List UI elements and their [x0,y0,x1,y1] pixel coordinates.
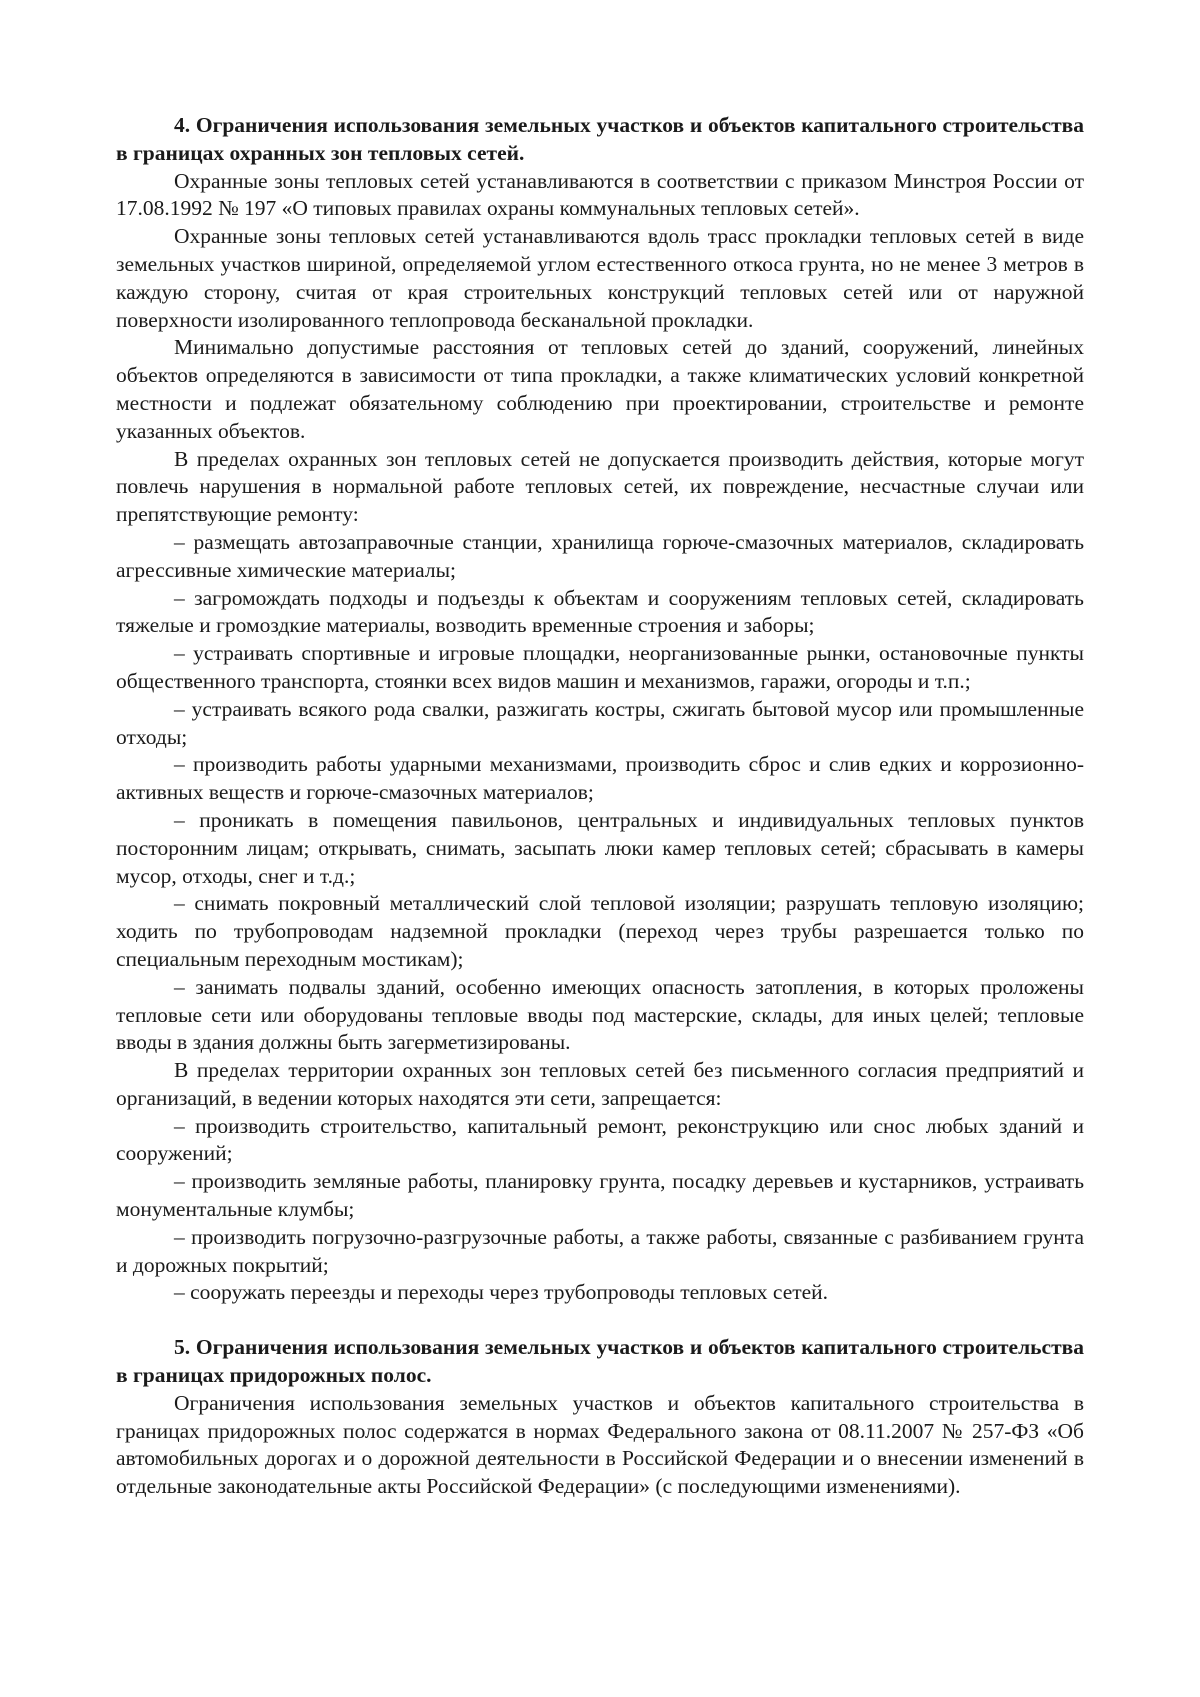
list-item: – производить погрузочно-разгрузочные работы, а также работы, связанные с разбиванием грунта и дорожных покрытий; [116,1224,1084,1277]
list-item: – снимать покровный металлический слой тепловой изоляции; разрушать тепловую изоляцию; ходить по трубопроводам надземной прокладки (переход через трубы разрешается только по специальным переходным мостикам); [116,891,1084,971]
list-item: – производить работы ударными механизмами, производить сброс и слив едких и коррозионно-активных веществ и горюче-смазочных материалов; [116,752,1084,805]
paragraph: В пределах территории охранных зон тепловых сетей без письменного согласия предприятий и организаций, в ведении которых находятся эти сети, запрещается: [116,1058,1084,1110]
list-item: – производить строительство, капитальный ремонт, реконструкцию или снос любых зданий и сооружений; [116,1113,1084,1166]
list-item: – занимать подвалы зданий, особенно имеющих опасность затопления, в которых проложены тепловые сети или оборудованы тепловые вводы под мастерские, склады, для иных целей; тепловые вводы в здания должны быть загерметизированы. [116,974,1084,1055]
section-5-heading: 5. Ограничения использования земельных участков и объектов капитального строительства в границах придорожных полос. [116,1335,1084,1388]
list-item: – устраивать спортивные и игровые площадки, неорганизованные рынки, остановочные пункты общественного транспорта, стоянки всех видов машин и механизмов, гаражи, огороды и т.п.; [116,641,1084,693]
list-item: – проникать в помещения павильонов, центральных и индивидуальных тепловых пунктов посторонним лицам; открывать, снимать, засыпать люки камер тепловых сетей; сбрасывать в камеры мусор, отходы, снег и т.д.; [116,807,1084,888]
document-page [116,112,1084,1501]
list-item: – сооружать переезды и переходы через трубопроводы тепловых сетей. [174,1280,829,1305]
paragraph: Минимально допустимые расстояния от тепловых сетей до зданий, сооружений, линейных объектов определяются в зависимости от типа прокладки, а также климатических условий конкретной местности и подлежат обязательному соблюдению при проектировании, строительстве и ремонте указанных объектов. [116,335,1084,443]
paragraph: Охранные зоны тепловых сетей устанавливаются вдоль трасс прокладки тепловых сетей в виде земельных участков шириной, определяемой углом естественного откоса грунта, но не менее 3 метров в каждую сторону, считая от края строительных конструкций тепловых сетей или от наружной поверхности изолированного теплопровода бесканальной прокладки. [116,224,1084,332]
list-item: – размещать автозаправочные станции, хранилища горюче-смазочных материалов, складировать агрессивные химические материалы; [116,529,1084,582]
list-item: – загромождать подходы и подъезды к объектам и сооружениям тепловых сетей, складировать тяжелые и громоздкие материалы, возводить временные строения и заборы; [116,585,1084,638]
section-spacer [116,1307,1084,1334]
section-4-heading: 4. Ограничения использования земельных участков и объектов капитального строительства в границах охранных зон тепловых сетей. [116,113,1084,165]
paragraph: Охранные зоны тепловых сетей устанавливаются в соответствии с приказом Минстроя России от 17.08.1992 № 197 «О типовых правилах охраны коммунальных тепловых сетей». [116,168,1084,221]
list-item: – производить земляные работы, планировку грунта, посадку деревьев и кустарников, устраивать монументальные клумбы; [116,1169,1084,1222]
paragraph: В пределах охранных зон тепловых сетей не допускается производить действия, которые могут повлечь нарушения в нормальной работе тепловых сетей, их повреждение, несчастные случаи или препятствующие ремонту: [116,446,1084,527]
list-item: – устраивать всякого рода свалки, разжигать костры, сжигать бытовой мусор или промышленные отходы; [116,696,1084,749]
paragraph: Ограничения использования земельных участков и объектов капитального строительства в границах придорожных полос содержатся в нормах Федерального закона от 08.11.2007 № 257-ФЗ «Об автомобильных дорогах и о дорожной деятельности в Российской Федерации и о внесении изменений в отдельные законодательные акты Российской Федерации» (с последующими изменениями). [116,1390,1084,1499]
